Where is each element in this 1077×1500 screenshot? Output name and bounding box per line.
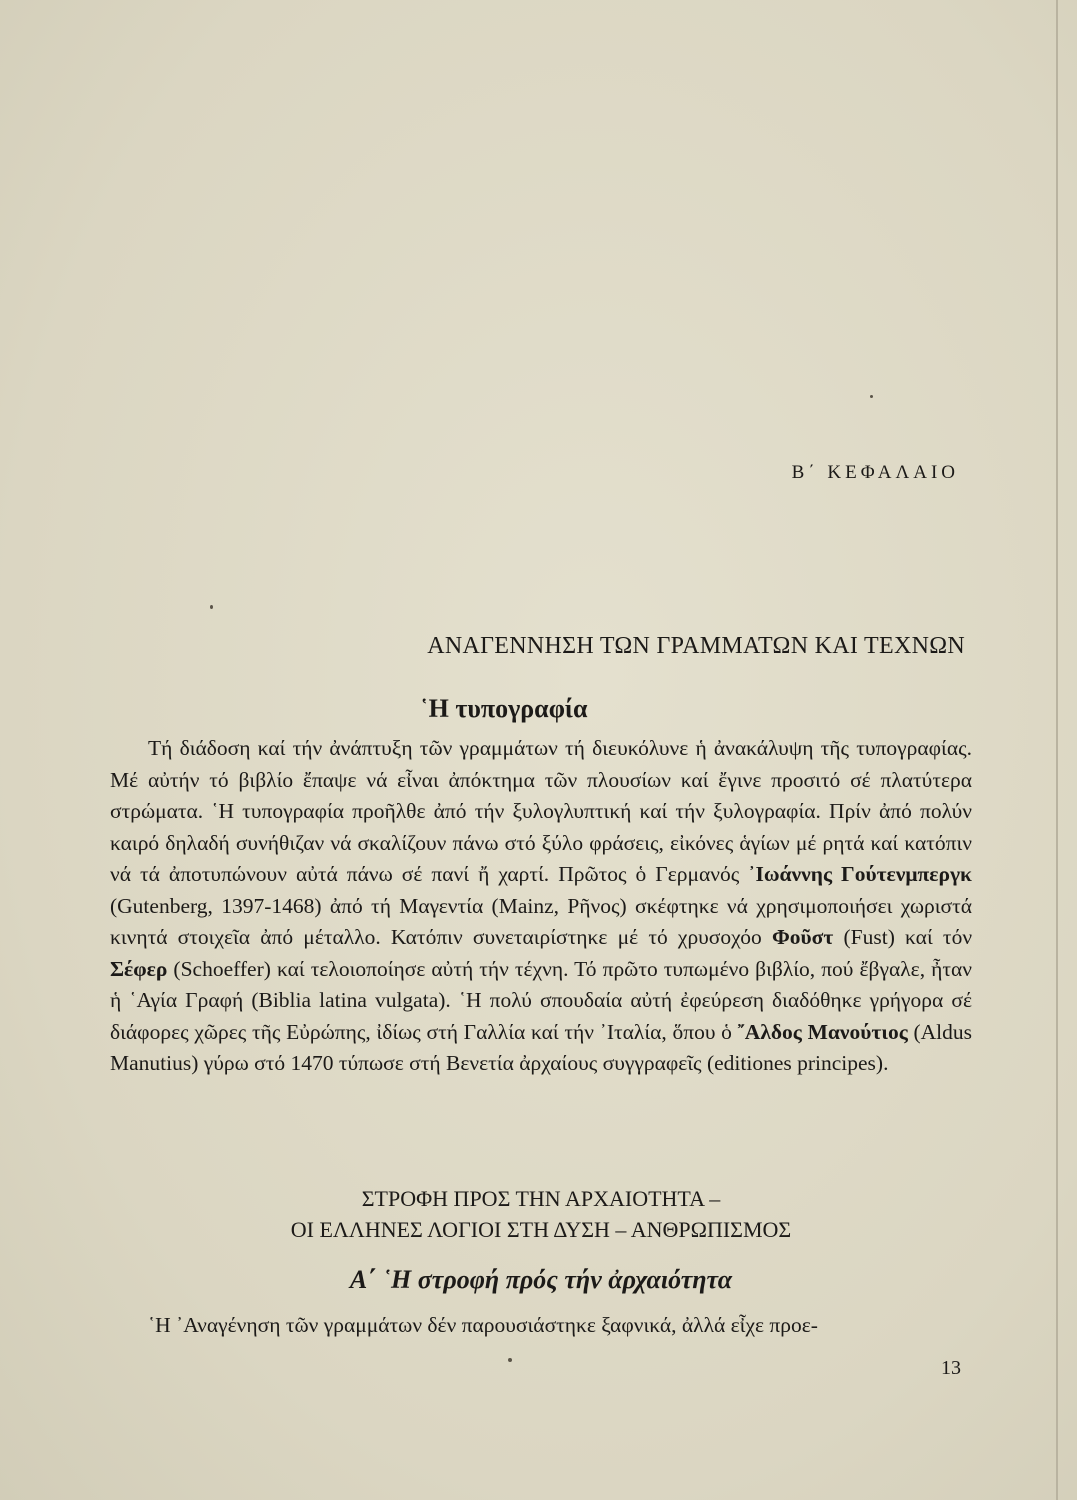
ink-speck <box>870 395 873 398</box>
person-name: Φοῦστ <box>771 925 834 949</box>
ink-speck <box>210 605 213 609</box>
section-title-2-line1: ΣΤΡΟΦΗ ΠΡΟΣ ΤΗΝ ΑΡΧΑΙΟΤΗΤΑ – <box>361 1186 721 1211</box>
body-paragraph-2: ῾Η ᾿Αναγένηση τῶν γραμμάτων δέν παρουσιάστηκε ξαφνικά, ἀλλά εἶχε προε- <box>148 1313 818 1337</box>
page-edge <box>1056 0 1058 1500</box>
paragraph-text: (Schoeffer) καί τελοιοποίησε αὐτή τήν τέχνη. Τό πρῶτο τυπωμένο βιβλίο, πού ἔβγαλε, ἦταν ἡ ῾Αγία Γραφή (Biblia latina vulgata). ῾Η πολύ σπουδαία αὐτή ἐφεύρεση διαδόθηκε γρήγορα σέ διάφορες χῶρες τῆς Εὐρώπης, ἰδίως στή Γαλλία καί τήν ᾿Ιταλία, ὅπου ὁ <box>110 956 972 1044</box>
paragraph-text: Τή διάδοση καί τήν ἀνάπτυξη τῶν γραμμάτων τή διευκόλυνε ἡ ἀνακάλυψη τῆς τυπογραφίας. Μέ αὐτήν τό βιβλίο ἔπαψε νά εἶναι ἀπόκτημα τῶν πλουσίων καί ἔγινε προσιτό σέ πλατύτερα στρώματα. ῾Η τυπογραφία προῆλθε ἀπό τήν ξυλογλυπτική καί τήν ξυλογραφία. Πρίν ἀπό πολύν καιρό δηλαδή συνήθιζαν νά σκαλίζουν πάνω στό ξύλο φράσεις, εἰκόνες ἁγίων μέ ρητά καί κατόπιν νά τά ἀποτυπώνουν αὐτά πάνω σέ πανί ἤ χαρτί. Πρῶτος ὁ Γερμανός <box>110 736 972 886</box>
subsection-title: ῾Η τυπογραφία <box>420 694 588 723</box>
paragraph-text: (Fust) καί τόν <box>843 925 973 949</box>
person-name: Σέφερ <box>110 956 168 981</box>
body-paragraph <box>110 733 972 1080</box>
ink-speck <box>508 1358 512 1362</box>
subsection-title-2: Α΄ ῾Η στροφή πρός τήν ἀρχαιότητα <box>349 1265 733 1294</box>
person-name: ᾿Ιωάννης Γούτενμπεργκ <box>748 862 972 886</box>
person-name: ῎Αλδος Μανούτιος <box>737 1019 908 1044</box>
section-title-2 <box>110 1183 972 1245</box>
section-title: ΑΝΑΓΕΝΝΗΣΗ ΤΩΝ ΓΡΑΜΜΑΤΩΝ ΚΑΙ ΤΕΧΝΩΝ <box>427 633 965 659</box>
section-title-2-line2: ΟΙ ΕΛΛΗΝΕΣ ΛΟΓΙΟΙ ΣΤΗ ΔΥΣΗ – ΑΝΘΡΩΠΙΣΜΟΣ <box>290 1217 792 1242</box>
paragraph-text: (Aldus Manutius) γύρω στό 1470 τύπωσε στή Βενετία ἀρχαίους συγγραφεῖς (editiones principes). <box>110 1019 973 1075</box>
page-number: 13 <box>941 1357 961 1379</box>
chapter-heading: Β΄ ΚΕΦΑΛΑΙΟ <box>791 462 959 483</box>
paragraph-text: (Gutenberg, 1397-1468) ἀπό τή Μαγεντία (Mainz, Ρῆνος) σκέφτηκε νά χρησιμοποιήσει χωριστά κινητά στοιχεῖα ἀπό μέταλλο. Κατόπιν συνεταιρίστηκε μέ τό χρυσοχόο <box>110 893 972 949</box>
